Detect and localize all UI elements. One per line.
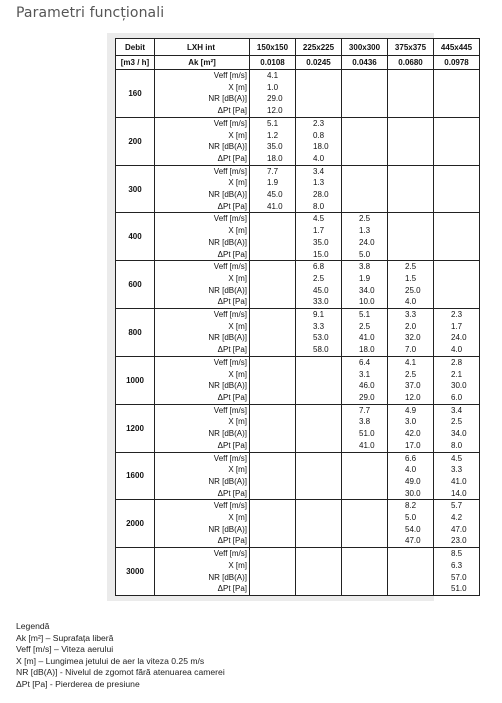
value: 12.0	[267, 106, 283, 116]
value: 1.9	[267, 178, 279, 188]
param-label: Veff [m/s]	[213, 71, 247, 80]
value-cell	[342, 70, 388, 118]
value-cell	[434, 117, 480, 165]
value: 4.0	[405, 465, 417, 475]
table-row	[116, 452, 480, 500]
param-label: NR [dB(A)]	[208, 476, 247, 486]
value: 53.0	[313, 333, 329, 343]
value: 2.8	[451, 357, 463, 367]
value: 4.0	[451, 345, 463, 355]
param-labels	[155, 452, 250, 500]
value-cell	[388, 500, 434, 548]
value: 5.0	[359, 249, 371, 259]
value: 0.8	[313, 130, 325, 140]
value-cell	[296, 117, 342, 165]
param-labels	[155, 70, 250, 118]
value: 41.0	[451, 476, 467, 486]
ak-value: 0.0978	[434, 56, 480, 70]
param-label: ΔPt [Pa]	[217, 536, 247, 546]
param-label: ΔPt [Pa]	[217, 153, 247, 163]
param-label: ΔPt [Pa]	[217, 440, 247, 450]
value: 28.0	[313, 190, 329, 200]
value: 7.0	[405, 345, 417, 355]
value-cell	[434, 356, 480, 404]
param-label: ΔPt [Pa]	[217, 488, 247, 498]
value: 4.9	[405, 405, 417, 415]
value: 1.2	[267, 130, 279, 140]
value: 2.5	[359, 214, 371, 224]
value-cell	[434, 548, 480, 596]
table-row	[116, 117, 480, 165]
value: 1.9	[359, 273, 371, 283]
value: 7.7	[359, 405, 371, 415]
value-cell	[250, 309, 296, 357]
value: 4.2	[451, 513, 463, 523]
debit-value: 300	[116, 165, 155, 213]
value: 29.0	[267, 94, 283, 104]
value: 3.1	[359, 369, 371, 379]
value: 51.0	[359, 429, 375, 439]
param-label: Veff [m/s]	[213, 214, 247, 224]
value: 30.0	[405, 488, 421, 498]
value: 17.0	[405, 440, 421, 450]
legend-item: NR [dB(A)] - Nivelul de zgomot fără atenuarea camerei	[16, 667, 225, 678]
value: 3.8	[359, 417, 371, 427]
value: 8.5	[451, 549, 463, 559]
value: 47.0	[451, 524, 467, 534]
value-cell	[296, 309, 342, 357]
param-label: NR [dB(A)]	[208, 237, 247, 247]
debit-value: 2000	[116, 500, 155, 548]
param-label: ΔPt [Pa]	[217, 106, 247, 116]
value: 41.0	[359, 440, 375, 450]
value: 8.0	[313, 201, 325, 211]
param-labels	[155, 356, 250, 404]
value: 23.0	[451, 536, 467, 546]
value: 35.0	[267, 142, 283, 152]
value: 25.0	[405, 285, 421, 295]
value-cell	[296, 404, 342, 452]
param-label: ΔPt [Pa]	[217, 345, 247, 355]
value-cell	[434, 500, 480, 548]
debit-value: 1600	[116, 452, 155, 500]
value: 3.4	[313, 166, 325, 176]
value-cell	[388, 117, 434, 165]
param-label: Veff [m/s]	[213, 357, 247, 367]
value: 18.0	[359, 345, 375, 355]
value-cell	[250, 117, 296, 165]
value: 30.0	[451, 381, 467, 391]
value-cell	[434, 261, 480, 309]
debit-value: 200	[116, 117, 155, 165]
value-cell	[388, 548, 434, 596]
value-cell	[434, 213, 480, 261]
table-row	[116, 548, 480, 596]
param-label: X [m]	[228, 130, 247, 140]
header-size: 375x375	[388, 39, 434, 56]
value: 3.8	[359, 262, 371, 272]
value: 2.3	[313, 118, 325, 128]
param-labels	[155, 165, 250, 213]
value-cell	[388, 261, 434, 309]
value-cell	[388, 165, 434, 213]
value-cell	[296, 356, 342, 404]
value: 34.0	[451, 429, 467, 439]
value: 14.0	[451, 488, 467, 498]
value: 46.0	[359, 381, 375, 391]
ak-label: Ak [m²]	[155, 56, 250, 70]
value: 3.3	[405, 310, 417, 320]
value: 4.1	[405, 357, 417, 367]
ak-value: 0.0245	[296, 56, 342, 70]
param-label: NR [dB(A)]	[208, 285, 247, 295]
value: 1.3	[359, 226, 371, 236]
value-cell	[342, 404, 388, 452]
value: 35.0	[313, 237, 329, 247]
value: 2.5	[451, 417, 463, 427]
param-label: X [m]	[228, 273, 247, 283]
value: 2.5	[405, 262, 417, 272]
value: 6.0	[451, 392, 463, 402]
value: 10.0	[359, 297, 375, 307]
table-row	[116, 500, 480, 548]
value: 3.0	[405, 417, 417, 427]
value: 2.3	[451, 310, 463, 320]
value: 1.0	[267, 82, 279, 92]
value-cell	[250, 356, 296, 404]
param-label: X [m]	[228, 465, 247, 475]
value-cell	[388, 309, 434, 357]
value: 8.0	[451, 440, 463, 450]
param-label: Veff [m/s]	[213, 310, 247, 320]
table-row	[116, 70, 480, 118]
value-cell	[434, 309, 480, 357]
value-cell	[250, 165, 296, 213]
value: 5.0	[405, 513, 417, 523]
param-labels	[155, 404, 250, 452]
value: 2.5	[405, 369, 417, 379]
header-lxh: LXH int	[155, 39, 250, 56]
value: 49.0	[405, 476, 421, 486]
value: 15.0	[313, 249, 329, 259]
value-cell	[296, 261, 342, 309]
value-cell	[250, 70, 296, 118]
value: 6.4	[359, 357, 371, 367]
param-label: Veff [m/s]	[213, 501, 247, 511]
ak-row	[116, 56, 480, 70]
value-cell	[388, 404, 434, 452]
table-body	[116, 70, 480, 596]
value-cell	[434, 452, 480, 500]
param-label: NR [dB(A)]	[208, 94, 247, 104]
param-label: Veff [m/s]	[213, 166, 247, 176]
page-title: Parametri funcționali	[16, 5, 165, 21]
table-row	[116, 356, 480, 404]
param-label: X [m]	[228, 82, 247, 92]
value: 1.5	[405, 273, 417, 283]
param-labels	[155, 548, 250, 596]
value: 57.0	[451, 572, 467, 582]
debit-value: 1000	[116, 356, 155, 404]
value-cell	[342, 452, 388, 500]
value-cell	[388, 356, 434, 404]
value-cell	[296, 70, 342, 118]
header-size: 150x150	[250, 39, 296, 56]
legend-item: X [m] – Lungimea jetului de aer la viteza 0.25 m/s	[16, 655, 205, 666]
value: 4.0	[313, 153, 325, 163]
param-label: NR [dB(A)]	[208, 429, 247, 439]
value: 5.1	[267, 118, 279, 128]
debit-value: 3000	[116, 548, 155, 596]
param-label: X [m]	[228, 226, 247, 236]
param-label: X [m]	[228, 560, 247, 570]
value: 34.0	[359, 285, 375, 295]
value-cell	[296, 500, 342, 548]
param-label: NR [dB(A)]	[208, 333, 247, 343]
debit-value: 600	[116, 261, 155, 309]
value-cell	[434, 165, 480, 213]
value-cell	[342, 309, 388, 357]
value-cell	[342, 261, 388, 309]
value-cell	[342, 548, 388, 596]
value: 4.1	[267, 71, 279, 80]
header-row	[116, 39, 480, 56]
legend	[16, 621, 225, 691]
table-row	[116, 309, 480, 357]
debit-value: 1200	[116, 404, 155, 452]
value: 51.0	[451, 584, 467, 594]
value-cell	[434, 70, 480, 118]
param-label: Veff [m/s]	[213, 549, 247, 559]
param-label: X [m]	[228, 178, 247, 188]
param-labels	[155, 261, 250, 309]
value: 2.5	[313, 273, 325, 283]
param-labels	[155, 117, 250, 165]
value: 1.7	[451, 321, 463, 331]
param-label: X [m]	[228, 417, 247, 427]
value-cell	[342, 117, 388, 165]
param-label: NR [dB(A)]	[208, 142, 247, 152]
value: 47.0	[405, 536, 421, 546]
ak-value: 0.0436	[342, 56, 388, 70]
value-cell	[250, 261, 296, 309]
value: 1.7	[313, 226, 325, 236]
value: 4.0	[405, 297, 417, 307]
legend-item: Ak [m²] – Suprafața liberă	[16, 632, 114, 643]
value: 6.8	[313, 262, 325, 272]
param-label: ΔPt [Pa]	[217, 297, 247, 307]
value-cell	[250, 500, 296, 548]
value-cell	[388, 452, 434, 500]
value: 3.3	[313, 321, 325, 331]
legend-title: Legendă	[16, 621, 50, 631]
param-labels	[155, 500, 250, 548]
param-label: Veff [m/s]	[213, 262, 247, 272]
header-size: 300x300	[342, 39, 388, 56]
value: 2.1	[451, 369, 463, 379]
header-size: 445x445	[434, 39, 480, 56]
legend-item: Veff [m/s] – Viteza aerului	[16, 644, 114, 655]
value: 3.3	[451, 465, 463, 475]
debit-value: 400	[116, 213, 155, 261]
value: 8.2	[405, 501, 417, 511]
value: 32.0	[405, 333, 421, 343]
value-cell	[250, 404, 296, 452]
param-label: ΔPt [Pa]	[217, 584, 247, 594]
value: 37.0	[405, 381, 421, 391]
param-label: Veff [m/s]	[213, 118, 247, 128]
table-row	[116, 213, 480, 261]
param-label: X [m]	[228, 369, 247, 379]
param-label: Veff [m/s]	[213, 453, 247, 463]
value-cell	[296, 165, 342, 213]
param-label: ΔPt [Pa]	[217, 201, 247, 211]
value: 24.0	[359, 237, 375, 247]
ak-value: 0.0680	[388, 56, 434, 70]
value-cell	[388, 213, 434, 261]
value: 41.0	[267, 201, 283, 211]
param-label: NR [dB(A)]	[208, 572, 247, 582]
value-cell	[388, 70, 434, 118]
table-row	[116, 165, 480, 213]
param-label: NR [dB(A)]	[208, 190, 247, 200]
value-cell	[342, 165, 388, 213]
value-cell	[434, 404, 480, 452]
value-cell	[342, 356, 388, 404]
value: 42.0	[405, 429, 421, 439]
value-cell	[250, 452, 296, 500]
value: 12.0	[405, 392, 421, 402]
value: 4.5	[313, 214, 325, 224]
param-label: ΔPt [Pa]	[217, 392, 247, 402]
param-label: NR [dB(A)]	[208, 381, 247, 391]
value-cell	[296, 213, 342, 261]
unit-debit: [m3 / h]	[116, 56, 155, 70]
value: 6.6	[405, 453, 417, 463]
debit-value: 160	[116, 70, 155, 118]
header-debit: Debit	[116, 39, 155, 56]
param-label: NR [dB(A)]	[208, 524, 247, 534]
header-size: 225x225	[296, 39, 342, 56]
param-labels	[155, 213, 250, 261]
value: 3.4	[451, 405, 463, 415]
value: 2.5	[359, 321, 371, 331]
value-cell	[296, 548, 342, 596]
legend-item: ΔPt [Pa] - Pierderea de presiune	[16, 678, 140, 689]
value: 54.0	[405, 524, 421, 534]
value: 45.0	[267, 190, 283, 200]
debit-value: 800	[116, 309, 155, 357]
value-cell	[342, 213, 388, 261]
value-cell	[296, 452, 342, 500]
value-cell	[342, 500, 388, 548]
value: 4.5	[451, 453, 463, 463]
value: 1.3	[313, 178, 325, 188]
param-label: ΔPt [Pa]	[217, 249, 247, 259]
param-label: X [m]	[228, 513, 247, 523]
table-row	[116, 261, 480, 309]
ak-value: 0.0108	[250, 56, 296, 70]
value: 7.7	[267, 166, 279, 176]
value: 45.0	[313, 285, 329, 295]
param-label: X [m]	[228, 321, 247, 331]
value: 6.3	[451, 560, 463, 570]
value: 5.7	[451, 501, 463, 511]
param-labels	[155, 309, 250, 357]
performance-table	[115, 38, 480, 596]
param-label: Veff [m/s]	[213, 405, 247, 415]
value: 5.1	[359, 310, 371, 320]
value: 41.0	[359, 333, 375, 343]
value: 24.0	[451, 333, 467, 343]
value: 2.0	[405, 321, 417, 331]
value-cell	[250, 213, 296, 261]
value: 18.0	[267, 153, 283, 163]
value-cell	[250, 548, 296, 596]
value: 58.0	[313, 345, 329, 355]
value: 18.0	[313, 142, 329, 152]
table-row	[116, 404, 480, 452]
value: 33.0	[313, 297, 329, 307]
value: 9.1	[313, 310, 325, 320]
value: 29.0	[359, 392, 375, 402]
